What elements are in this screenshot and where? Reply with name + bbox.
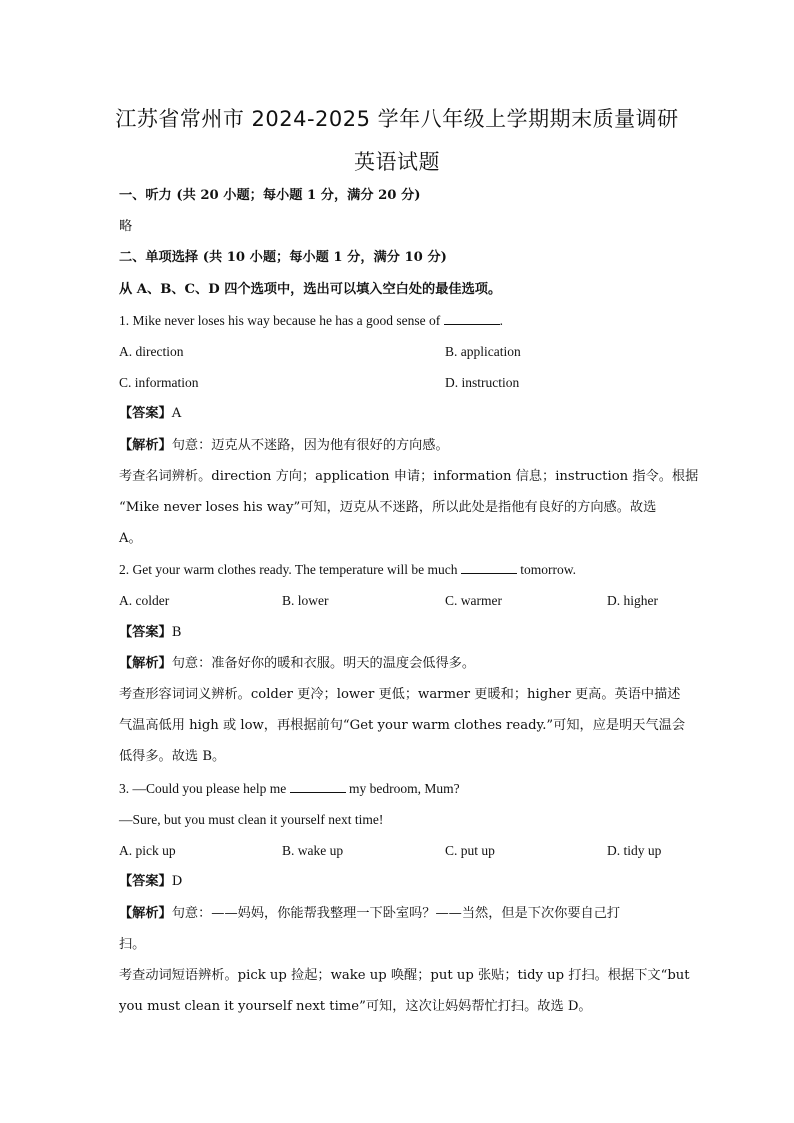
question-3-option-b: B. wake up <box>282 843 344 858</box>
analysis-label: 【解析】 <box>119 438 172 453</box>
document-subtitle: 英语试题 <box>354 150 440 174</box>
question-3-option-c: C. put up <box>445 843 495 858</box>
question-3-option-a: A. pick up <box>119 843 176 858</box>
analysis-label: 【解析】 <box>119 656 172 671</box>
stem-text: 3. —Could you please help me <box>119 781 290 796</box>
stem-text-end: tomorrow. <box>516 562 577 577</box>
question-3-answer <box>119 872 182 892</box>
answer-value: A <box>171 406 182 421</box>
question-1-option-d: D. instruction <box>445 375 520 390</box>
question-1-analysis <box>119 436 449 456</box>
question-3-analysis-line: you must clean it yourself next time”可知，这次让妈妈帮忙打扫。故选 D。 <box>119 999 592 1014</box>
question-1-option-c: C. information <box>119 375 199 390</box>
choice-section-heading: 二、单项选择 (共 10 小题；每小题 1 分，满分 10 分) <box>119 250 447 265</box>
analysis-text: 句意：——妈妈，你能帮我整理一下卧室吗？——当然，但是下次你要自己打 <box>171 906 621 921</box>
stem-text-end: my bedroom, Mum? <box>345 781 460 796</box>
question-3-analysis-line: 考查动词短语辨析。pick up 捡起；wake up 唤醒；put up 张贴；tidy up 打扫。根据下文“but <box>119 968 690 983</box>
question-2-option-c: C. warmer <box>445 593 502 608</box>
answer-label: 【答案】 <box>119 874 172 889</box>
question-2-analysis-line: 考查形容词词义辨析。colder 更冷；lower 更低；warmer 更暖和；higher 更高。英语中描述 <box>119 687 681 702</box>
question-2-stem <box>119 560 576 580</box>
question-2-option-d: D. higher <box>607 593 658 608</box>
answer-label: 【答案】 <box>119 406 172 421</box>
choice-instruction: 从 A、B、C、D 四个选项中，选出可以填入空白处的最佳选项。 <box>119 282 502 297</box>
answer-label: 【答案】 <box>119 625 172 640</box>
question-2-analysis-line: 低得多。故选 B。 <box>119 749 226 764</box>
analysis-text: 句意：准备好你的暖和衣服。明天的温度会低得多。 <box>171 656 476 671</box>
answer-blank <box>461 561 517 574</box>
question-2-analysis <box>119 654 475 674</box>
question-3-option-d: D. tidy up <box>607 843 662 858</box>
stem-text-end: . <box>499 313 504 328</box>
question-2-answer <box>119 623 181 643</box>
answer-value: B <box>171 625 182 640</box>
listening-section-heading: 一、听力 (共 20 小题；每小题 1 分，满分 20 分) <box>119 188 421 203</box>
question-1-analysis-line: A。 <box>119 531 142 546</box>
stem-text: 2. Get your warm clothes ready. The temperature will be much <box>119 562 461 577</box>
question-1-stem <box>119 311 503 331</box>
question-1-answer <box>119 404 181 424</box>
question-1-analysis-line: “Mike never loses his way”可知，迈克从不迷路，所以此处是指他有良好的方向感。故选 <box>119 500 657 515</box>
analysis-text: 句意：迈克从不迷路，因为他有很好的方向感。 <box>171 438 449 453</box>
question-1-option-a: A. direction <box>119 344 184 359</box>
analysis-label: 【解析】 <box>119 906 172 921</box>
question-1-analysis-line: 考查名词辨析。direction 方向；application 申请；information 信息；instruction 指令。根据 <box>119 469 699 484</box>
question-1-option-b: B. application <box>445 344 521 359</box>
answer-blank <box>290 780 346 793</box>
question-2-analysis-line: 气温高低用 high 或 low，再根据前句“Get your warm clothes ready.”可知，应是明天气温会 <box>119 718 686 733</box>
listening-note: 略 <box>119 219 133 234</box>
answer-value: D <box>171 874 183 889</box>
question-3-analysis-line: 扫。 <box>119 937 146 952</box>
question-2-option-a: A. colder <box>119 593 170 608</box>
document-title: 江苏省常州市 2024-2025 学年八年级上学期期末质量调研 <box>115 107 679 131</box>
question-3-stem-line2: —Sure, but you must clean it yourself next time! <box>119 812 384 827</box>
question-3-analysis <box>119 904 620 924</box>
question-3-stem <box>119 779 460 799</box>
stem-text: 1. Mike never loses his way because he has a good sense of <box>119 313 444 328</box>
answer-blank <box>444 312 500 325</box>
question-2-option-b: B. lower <box>282 593 329 608</box>
